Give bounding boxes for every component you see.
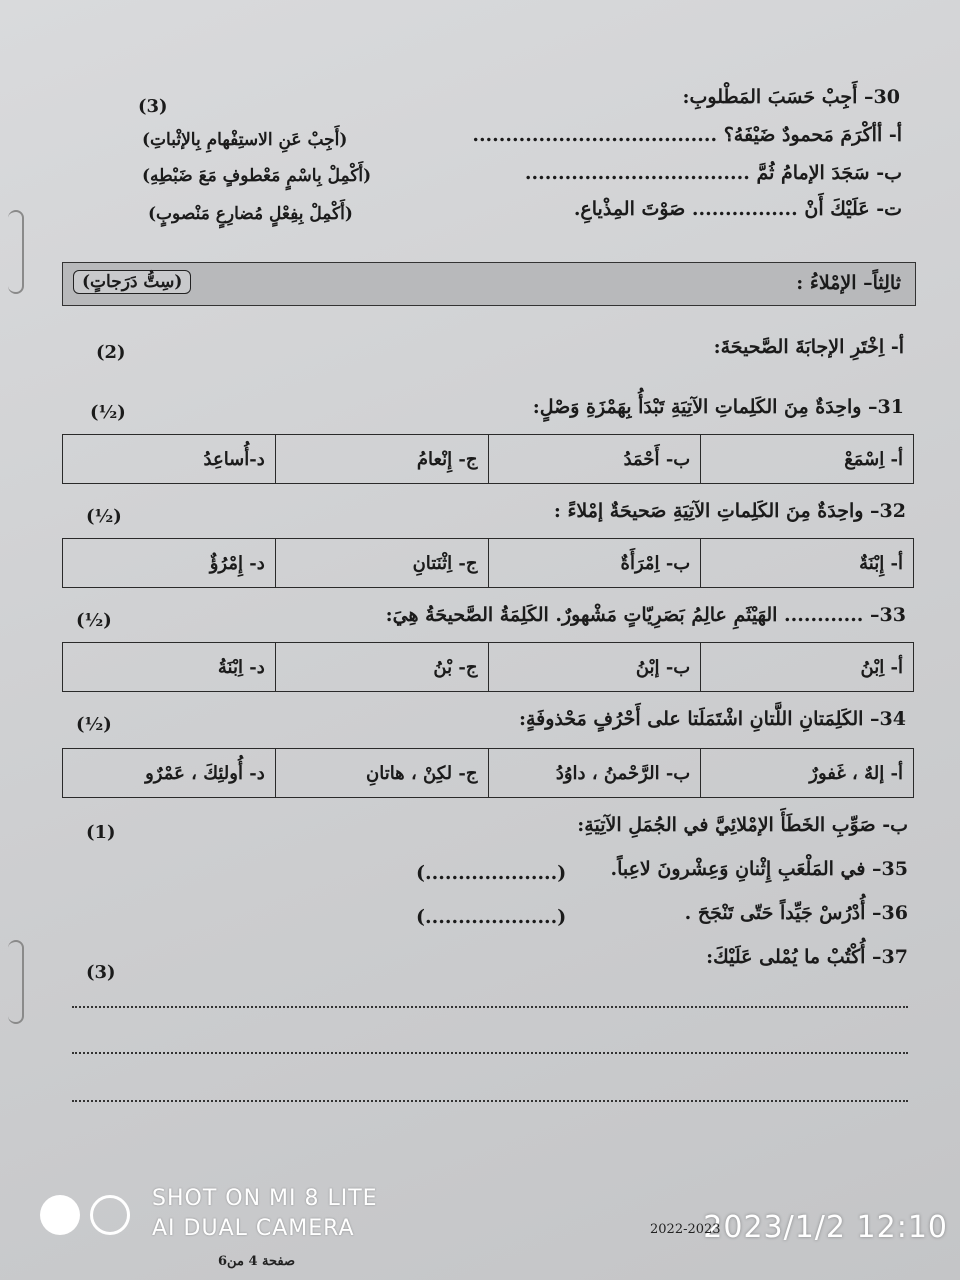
- q35-text: 35– في المَلْعَبِ إِثْنانِ وَعِشْرونَ لاعِباً.: [610, 858, 908, 880]
- footer-year-code: 2022-2023: [650, 1222, 721, 1237]
- q31-mark: (½): [90, 402, 126, 423]
- q34-options: [62, 748, 914, 798]
- q37-mark: (3): [86, 962, 116, 983]
- q30-b-text: ب- سَجَدَ الإمامُ ثُمَّ ..................................: [524, 162, 902, 184]
- q37-title: 37– أُكْتُبْ ما يُمْلى عَلَيْكَ:: [706, 946, 908, 968]
- photo-timestamp: 2023/1/2 12:10: [703, 1210, 948, 1245]
- q30-title: 30– أَجِبْ حَسَبَ المَطْلوبِ:: [682, 86, 900, 108]
- q30-mark: (3): [138, 96, 168, 117]
- camera-logo-ring: [90, 1195, 130, 1235]
- part-b-title: ب- صَوِّبِ الخَطَأَ الإمْلائِيَّ في الجُمَلِ الآتِيَةِ:: [577, 814, 908, 836]
- q34-option-c: ج- لكِنْ ، هاتانِ: [275, 749, 488, 797]
- q33-title: 33– ............ الهَيْثَمِ عالِمُ بَصَرِيّاتٍ مَشْهورٌ. الكَلِمَةُ الصَّحيحَةُ هِيَ:: [385, 604, 906, 626]
- q30-a-hint: (أَجِبْ عَنِ الاستِفْهامِ بِالإثْباتِ): [142, 130, 348, 150]
- q36-text: 36– أُدْرُسْ جَيِّداً حَتّى تَنْجَحَ .: [684, 902, 908, 924]
- q30-c-text: ت- عَلَيْكَ أَنْ ................ صَوْتَ المِذْياعِ.: [573, 198, 902, 220]
- q31-option-c: ج- إِنْعامُ: [275, 435, 488, 483]
- q33-option-c: ج- بْنُ: [275, 643, 488, 691]
- dictation-line-2[interactable]: [72, 1052, 908, 1054]
- section-points: (سِتُّ دَرَجاتٍ): [73, 270, 191, 294]
- part-b-mark: (1): [86, 822, 116, 843]
- q35-answer-blank[interactable]: (....................): [416, 862, 567, 884]
- q31-option-a: أ- اِسْمَعْ: [700, 435, 913, 483]
- q30-a-text: أ- أأكْرَمَ مَحمودٌ ضَيْفَهُ؟ .....................................: [472, 124, 902, 146]
- q34-option-d: د- أُولئِكَ ، عَمْرٌو: [145, 762, 265, 784]
- q32-option-b: ب- اِمْرَأَةٌ: [488, 539, 701, 587]
- q31-option-b: ب- أَحْمَدُ: [488, 435, 701, 483]
- q33-mark: (½): [76, 610, 112, 631]
- dictation-line-3[interactable]: [72, 1100, 908, 1102]
- binder-ring: [8, 210, 24, 294]
- camera-logo-dot: [40, 1195, 80, 1235]
- q36-answer-blank[interactable]: (....................): [416, 906, 567, 928]
- q33-option-a: أ- اِبْنُ: [700, 643, 913, 691]
- camera-watermark-label: AI DUAL CAMERA: [152, 1216, 355, 1241]
- q33-option-b: ب- إبْنُ: [488, 643, 701, 691]
- q32-option-c: ج- اِثْنَتانِ: [275, 539, 488, 587]
- q32-option-a: أ- إِبْنَةٌ: [700, 539, 913, 587]
- footer-page-label: صفحة 4 من6: [218, 1254, 295, 1269]
- q30-c-hint: (أَكْمِلْ بِفِعْلٍ مُضارِعٍ مَنْصوبٍ): [148, 204, 353, 224]
- q32-mark: (½): [86, 506, 122, 527]
- q32-options: [62, 538, 914, 588]
- q30-b-hint: (أَكْمِلْ بِاسْمٍ مَعْطوفٍ مَعَ ضَبْطِهِ): [142, 166, 372, 186]
- section-header-dictation: [62, 262, 916, 306]
- dictation-line-1[interactable]: [72, 1006, 908, 1008]
- q32-option-d: د- إِمْرُؤٌ: [209, 552, 265, 574]
- q34-mark: (½): [76, 714, 112, 735]
- q31-title: 31– واحِدَةٌ مِنَ الكَلِماتِ الآتِيَةِ تَبْدَأُ بِهَمْزَةِ وَصْلٍ:: [532, 396, 904, 418]
- q33-options: [62, 642, 914, 692]
- binder-ring: [8, 940, 24, 1024]
- q33-option-d: د- اِبْنَةُ: [217, 656, 265, 678]
- q34-title: 34– الكَلِمَتانِ اللَّتانِ اشْتَمَلَتا على أَحْرُفٍ مَحْذوفَةٍ:: [518, 708, 906, 730]
- q34-option-a: أ- إلهٌ ، غَفورٌ: [700, 749, 913, 797]
- camera-watermark-model: SHOT ON MI 8 LITE: [152, 1186, 378, 1211]
- part-a-mark: (2): [96, 342, 126, 363]
- q34-option-b: ب- الرَّحْمنُ ، داوُدُ: [488, 749, 701, 797]
- q31-options: [62, 434, 914, 484]
- q32-title: 32– واحِدَةٌ مِنَ الكَلِماتِ الآتِيَةِ صَحيحَةٌ إمْلاءً :: [553, 500, 906, 522]
- q31-option-d: د-أُساعِدُ: [203, 448, 265, 470]
- part-a-title: أ- اِخْتَرِ الإجابَةَ الصَّحيحَةَ:: [713, 336, 904, 358]
- section-title: ثالِثاً– الإمْلاءُ :: [796, 272, 901, 294]
